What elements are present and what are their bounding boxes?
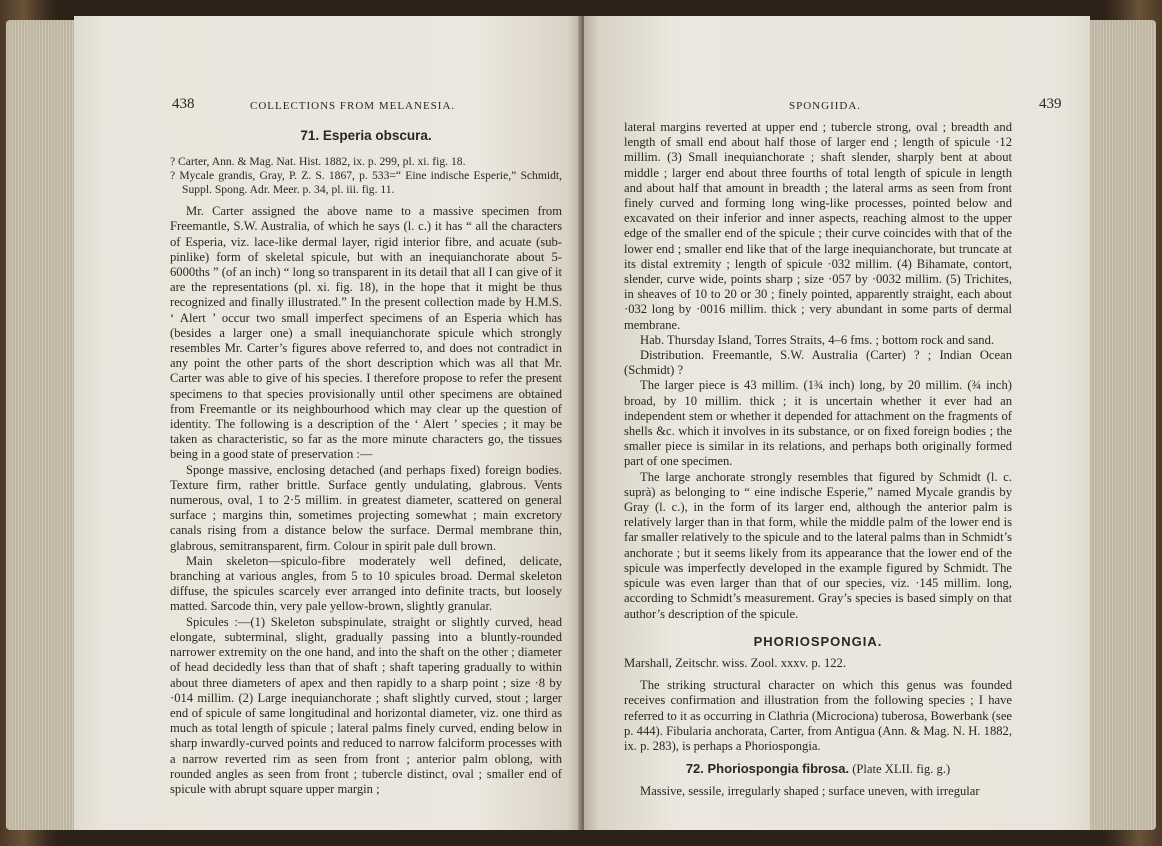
genus-reference: Marshall, Zeitschr. wiss. Zool. xxxv. p. 122. [624, 655, 847, 670]
left-column [170, 128, 562, 797]
habitat: Hab. Thursday Island, Torres Straits, 4–6 fms. ; bottom rock and sand. [640, 332, 995, 347]
paragraph: Massive, sessile, irregularly shaped ; surface uneven, with irregular [640, 784, 980, 799]
species-heading [624, 761, 1012, 777]
paragraph: Mr. Carter assigned the above name to a massive specimen from Freemantle, S.W. Australia, of which he says (l. c.) it has “ all the characters of Esperia, viz. lace-like dermal layer, rigid interior fibre, and acuate (sub-pinlike) form of skeletal spicule, but with an inequianchorate about 5-6000ths ” (of an inch) “ long so transparent in its detail that all I can give of it are the representations (pl. xi. fig. 18), in the hope that it might be thus recognized and finally illustrated.” In the present collection made by H.M.S. ‘ Alert ’ occur two small imperfect specimens of an Esperia which has (besides a larger one) a small inequianchorate spicule which strongly resembles Mr. Carter’s figures above referred to, and does not contradict in any point the other parts of the short description which was all that Mr. Carter was able to give of his species. I therefore propose to refer the present specimens to that species provisionally until other specimens are obtained from Freemantle or its neighbourhood which may clear up the question of identity. The following is a description of the ‘ Alert ’ species ; it may be taken as characteristic, so far as the more minute characters go, the tissues being in a good state of preservation :— [170, 204, 562, 462]
paragraph: The large anchorate strongly resembles that figured by Schmidt (l. c. suprà) as belonging to “ eine indische Esperie,” named Mycale grandis by Gray (l. c.), in the form of its larger end, although the anterior palm is relatively larger than in that form, while the middle palm of the lower end is far smaller relatively to the spicule and to the lateral palms than in Schmidt’s anchorate ; but it seems likely from its appearance that the lower end of the spicule was imperfectly developed in the example figured by Schmidt. The spicule was even larger than that of our species, viz. ·145 millim. long, according to Schmidt’s measurement. Gray’s species is based simply on that author’s description of the spicule. [624, 469, 1012, 621]
paragraph: Spicules :—(1) Skeleton subspinulate, straight or slightly curved, head elongate, subterminal, slight, gradually passing into a bluntly-rounded narrower extremity on the one hand, and into the shaft on the other ; diameter of head decidedly less than that of shaft ; shaft tapering gradually to within about three diameters of apex and then rapidly to a sharp point ; size ·8 by ·014 millim. (2) Large inequianchorate ; shaft slightly curved, stout ; larger end of spicule of same longitudinal and horizontal diameter, viz. one third as much as total length of spicule ; lateral palms finely curved, ending below in sharp inwardly-curved points and reduced to narrow falciform processes with a narrow reverted rim as seen from front ; anterior palm oblong, with rounded angles as seen from front ; tubercle distinct, oval ; smaller end of spicule with abrupt square upper margin ; [170, 614, 562, 796]
page-number: 439 [1039, 96, 1062, 112]
left-page [74, 16, 582, 830]
reference: ? Carter, Ann. & Mag. Nat. Hist. 1882, ix. p. 299, pl. xi. fig. 18. [170, 155, 466, 169]
paragraph: Sponge massive, enclosing detached (and perhaps fixed) foreign bodies. Texture firm, rather brittle. Surface gently undulating, glabrous. Vents numerous, oval, 1 to 2·5 millim. in greatest diameter, scattered on general surface ; margins thin, sometimes projecting somewhat ; main excretory canals rising from a distance below the surface. Dermal membrane thin, glabrous, semitransparent, firm. Colour in spirit pale dull brown. [170, 462, 562, 553]
section-title: 71. Esperia obscura. [300, 128, 432, 143]
running-head: SPONGIIDA. [789, 100, 862, 112]
right-page-edges [1086, 20, 1156, 830]
paragraph: The striking structural character on which this genus was founded receives confirmation and illustration from the following species ; I have referred to it as occurring in Clathria (Microciona) tuberosa, Bowerbank (see p. 444). Fibularia anchorata, Carter, from Antigua (Ann. & Mag. N. H. 1882, ix. p. 283), is perhaps a Phoriospongia. [624, 678, 1012, 753]
genus-title: PHORIOSPONGIA. [753, 633, 883, 649]
page-number: 438 [172, 96, 195, 112]
paragraph: Main skeleton—spiculo-fibre moderately well defined, delicate, branching at various angles, from 5 to 10 spicules broad. Dermal skeleton diffuse, the spicules scarcely ever arranged into definite tracts, but loosely matted. Sarcode thin, very pale yellow-brown, slightly granular. [170, 553, 562, 614]
left-page-edges [6, 20, 76, 830]
reference: ? Mycale grandis, Gray, P. Z. S. 1867, p. 533=“ Eine indische Esperie,” Schmidt, Suppl. Spong. Adr. Meer. p. 34, pl. iii. fig. 11. [170, 169, 562, 197]
paragraph: The larger piece is 43 millim. (1¾ inch) long, by 20 millim. (¾ inch) broad, by 10 millim. thick ; it is uncertain whether it ever had an independent stem or whether it depended for attachment on the fragments of shells &c. which it involves in its substance, or on fixed foreign bodies ; the smaller piece is similar in its relations, and perhaps both originally formed part of one specimen. [624, 378, 1012, 469]
distribution: Distribution. Freemantle, S.W. Australia (Carter) ? ; Indian Ocean (Schmidt) ? [624, 348, 1012, 378]
species-title: 72. Phoriospongia fibrosa. [685, 761, 850, 777]
right-column [624, 120, 1012, 800]
paragraph: lateral margins reverted at upper end ; tubercle strong, oval ; breadth and length of small end about half those of larger end ; length of spicule ·12 millim. (3) Small inequianchorate ; shaft slender, sharply bent at about middle ; larger end about three fourths of total length of spicule in length and about half that amount in breadth ; the lateral arms as seen from front finely curved and forming long wing-like processes, pointed below and excavated on their inferior and inner aspects, reaching almost to the upper edge of the smaller end of the spicule ; their curve coincides with that of the lower end ; smaller end like that of the large inequianchorate, but truncate at its distal extremity ; length of spicule ·032 millim. (4) Bihamate, contort, slender, curve wide, points sharp ; size ·057 by ·0032 millim. (5) Trichites, in sheaves of 10 to 20 or 30 ; finely pointed, apparently straight, each about ·032 long by ·0016 millim. thick ; very abundant in some parts of dermal membrane. [624, 120, 1012, 332]
running-head: COLLECTIONS FROM MELANESIA. [250, 100, 456, 112]
plate-reference: (Plate XLII. fig. g.) [852, 762, 951, 777]
right-page [584, 16, 1090, 830]
